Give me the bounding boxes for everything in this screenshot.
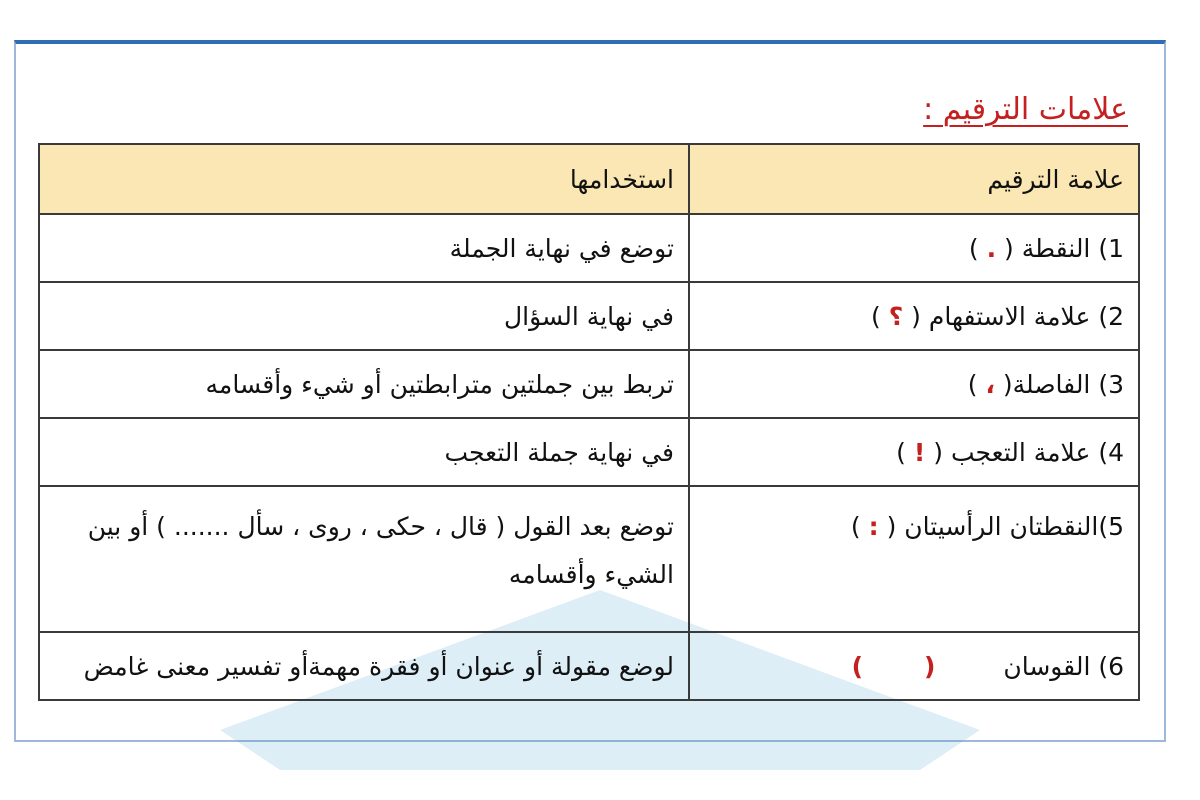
sign-label: 1) النقطة (	[1004, 233, 1124, 263]
table-row	[39, 282, 1139, 350]
sign-cell	[689, 486, 1139, 632]
usage-cell: في نهاية جملة التعجب	[39, 418, 689, 486]
sign-cell	[689, 632, 1139, 700]
sign-label: 6) القوسان	[1003, 651, 1124, 681]
table-header-row	[39, 144, 1139, 214]
page-title: علامات الترقيم :	[923, 92, 1128, 127]
sign-close: )	[967, 369, 978, 399]
table-row	[39, 214, 1139, 282]
sign-mark: ،	[985, 369, 995, 399]
punctuation-table	[38, 143, 1140, 701]
usage-cell: توضع بعد القول ( قال ، حكى ، روى ، سأل ....... ) أو بين الشيء وأقسامه	[39, 486, 689, 632]
sign-label: 4) علامة التعجب (	[933, 437, 1124, 467]
sign-label: 2) علامة الاستفهام (	[911, 301, 1124, 331]
sign-close: )	[850, 512, 861, 541]
usage-cell: في نهاية السؤال	[39, 282, 689, 350]
sign-close: )	[968, 233, 979, 263]
sign-mark: ؟	[888, 301, 904, 331]
sign-close: )	[870, 301, 881, 331]
usage-cell: تربط بين جملتين مترابطتين أو شيء وأقسامه	[39, 350, 689, 418]
sign-mark: .	[986, 233, 997, 263]
usage-cell: لوضع مقولة أو عنوان أو فقرة مهمةأو تفسير معنى غامض	[39, 632, 689, 700]
table-row	[39, 486, 1139, 632]
table-row	[39, 632, 1139, 700]
sign-cell	[689, 418, 1139, 486]
usage-cell: توضع في نهاية الجملة	[39, 214, 689, 282]
table-row	[39, 350, 1139, 418]
table-row	[39, 418, 1139, 486]
sign-mark: :	[868, 512, 879, 541]
sign-cell	[689, 214, 1139, 282]
sign-label: 5)النقطتان الرأسيتان (	[886, 512, 1124, 541]
sign-mark: ( )	[851, 651, 936, 681]
sign-label: 3) الفاصلة(	[1002, 369, 1124, 399]
header-sign: علامة الترقيم	[689, 144, 1139, 214]
sign-cell	[689, 350, 1139, 418]
sign-mark: !	[913, 437, 926, 467]
sign-close: )	[896, 437, 906, 467]
header-usage: استخدامها	[39, 144, 689, 214]
sign-cell	[689, 282, 1139, 350]
